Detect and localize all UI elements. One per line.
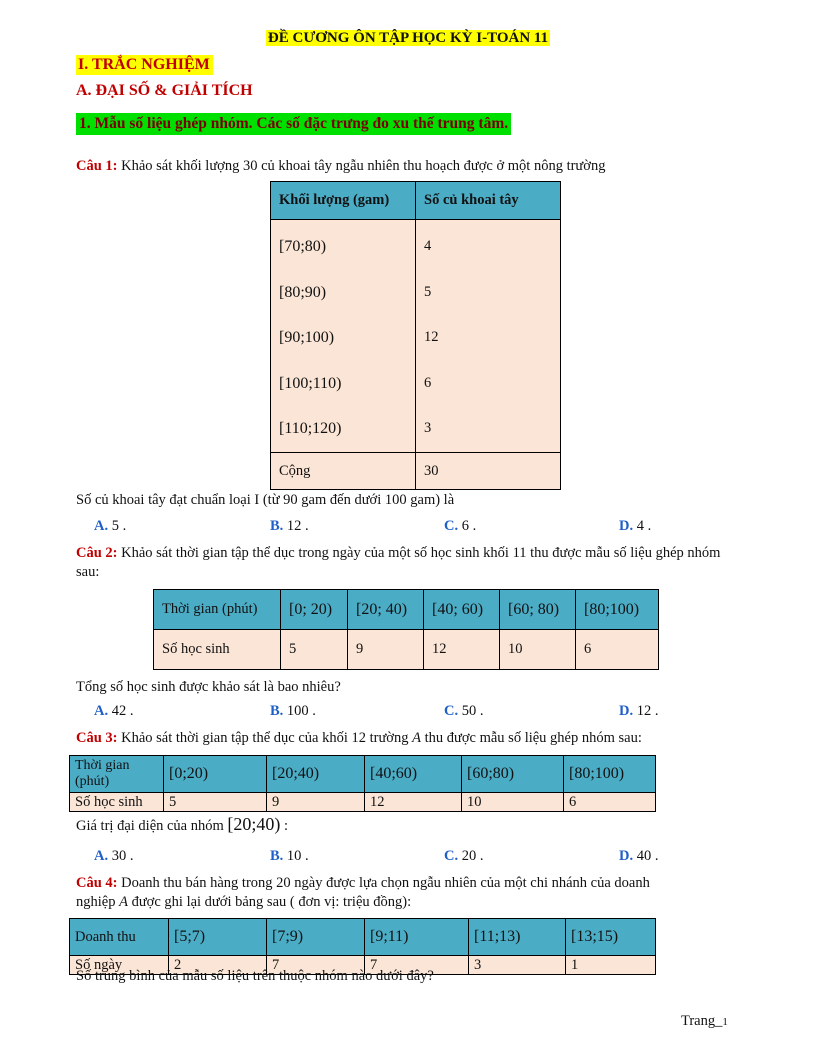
table-cell: [80;100) (576, 590, 659, 630)
section-heading: I. TRẮC NGHIỆM (76, 55, 213, 75)
table-cell: 12 (424, 329, 439, 346)
question-4: Câu 4: Doanh thu bán hàng trong 20 ngày được lựa chọn ngẫu nhiên của một chi nhánh của doanh nghiệp A được ghi lại dưới bảng sau ( đơn vị: triệu đồng): (76, 875, 650, 910)
table-total-value: 30 (416, 453, 561, 490)
table-q1 (270, 181, 561, 490)
table-cell: Thời gian (phút) (70, 756, 164, 793)
table-cell: 10 (500, 630, 576, 670)
choice-b: B. 100 . (270, 703, 316, 719)
table-cell: 9 (267, 793, 365, 812)
table-body-row (271, 220, 561, 453)
table-cell: [40;60) (365, 756, 462, 793)
table-cell: [60;80) (462, 756, 564, 793)
question-4-stem: Số trung bình của mẫu số liệu trên thuộc nhóm nào dưới đây? (76, 968, 434, 984)
question-2 (76, 544, 746, 582)
table-cell: 6 (576, 630, 659, 670)
variable: A (412, 730, 421, 746)
table-cell: Số học sinh (154, 630, 281, 670)
table-cell: [11;13) (469, 919, 566, 956)
subsection-heading: A. ĐẠI SỐ & GIẢI TÍCH (76, 82, 253, 99)
table-q2 (153, 589, 659, 670)
question-label: Câu 1: (76, 158, 118, 174)
question-label: Câu 4: (76, 875, 118, 891)
choice-d: D. 4 . (619, 518, 652, 534)
table-cell: 5 (164, 793, 267, 812)
question-1 (76, 157, 746, 176)
table-header: Số củ khoai tây (416, 182, 561, 220)
table-cell: 9 (348, 630, 424, 670)
table-cell: [0; 20) (281, 590, 348, 630)
question-2-stem: Tổng số học sinh được khảo sát là bao nhiêu? (76, 679, 341, 695)
table-cell: [20; 40) (348, 590, 424, 630)
table-cell: 3 (469, 956, 566, 975)
choice-d: D. 40 . (619, 848, 659, 864)
table-cell: [80;100) (564, 756, 656, 793)
table-cell: 5 (424, 283, 432, 300)
table-cell: [90;100) (279, 329, 335, 347)
table-cell: [40; 60) (424, 590, 500, 630)
choice-d: D. 12 . (619, 703, 659, 719)
table-cell: Số học sinh (70, 793, 164, 812)
table-cell: 10 (462, 793, 564, 812)
choice-a: A. 42 . (94, 703, 134, 719)
table-cell: [13;15) (566, 919, 656, 956)
choice-a: A. 5 . (94, 518, 127, 534)
table-cell: 1 (566, 956, 656, 975)
table-total-label: Cộng (271, 453, 416, 490)
question-3: Câu 3: Khảo sát thời gian tập thể dục của khối 12 trường A thu được mẫu số liệu ghép nhóm sau: (76, 730, 642, 746)
question-text: Khảo sát thời gian tập thể dục trong ngày của một số học sinh khối 11 thu được mẫu số liệu ghép nhóm sau: (76, 545, 721, 580)
variable: A (119, 894, 128, 910)
table-cell: [9;11) (365, 919, 469, 956)
topic-heading: 1. Mẫu số liệu ghép nhóm. Các số đặc trưng đo xu thế trung tâm. (76, 113, 511, 135)
table-cell: [20;40) (267, 756, 365, 793)
choice-c: C. 20 . (444, 848, 484, 864)
question-3-stem: Giá trị đại diện của nhóm [20;40) : (76, 814, 289, 834)
table-cell: Thời gian (phút) (154, 590, 281, 630)
question-label: Câu 3: (76, 730, 118, 746)
table-cell: Doanh thu (70, 919, 169, 956)
choice-b: B. 12 . (270, 518, 309, 534)
table-cell: [0;20) (164, 756, 267, 793)
table-cell: [110;120) (279, 420, 342, 438)
question-text: Khảo sát khối lượng 30 củ khoai tây ngẫu nhiên thu hoạch được ở một nông trường (117, 158, 606, 174)
table-cell: Số ngày (70, 956, 169, 975)
page-number: Trang_1 (681, 1013, 728, 1029)
table-cell: [5;7) (169, 919, 267, 956)
table-cell: 7 (267, 956, 365, 975)
table-cell: [100;110) (279, 374, 342, 392)
table-cell: 6 (424, 374, 432, 391)
document-title: ĐỀ CƯƠNG ÔN TẬP HỌC KỲ I-TOÁN 11 (267, 30, 549, 46)
question-label: Câu 2: (76, 545, 118, 561)
table-cell: 7 (365, 956, 469, 975)
table-cell: 5 (281, 630, 348, 670)
table-header: Khối lượng (gam) (271, 182, 416, 220)
table-cell: 4 (424, 238, 432, 254)
table-cell: 3 (424, 420, 432, 437)
table-cell: 6 (564, 793, 656, 812)
table-cell: 2 (169, 956, 267, 975)
table-cell: [80;90) (279, 283, 327, 301)
table-cell: 12 (365, 793, 462, 812)
choice-c: C. 6 . (444, 518, 477, 534)
table-cell: [70;80) (279, 238, 327, 255)
table-cell: [60; 80) (500, 590, 576, 630)
choice-b: B. 10 . (270, 848, 309, 864)
choice-c: C. 50 . (444, 703, 484, 719)
table-cell: [7;9) (267, 919, 365, 956)
question-1-stem: Số củ khoai tây đạt chuẩn loại I (từ 90 gam đến dưới 100 gam) là (76, 492, 455, 508)
table-q3 (69, 755, 656, 812)
table-cell: 12 (424, 630, 500, 670)
choice-a: A. 30 . (94, 848, 134, 864)
